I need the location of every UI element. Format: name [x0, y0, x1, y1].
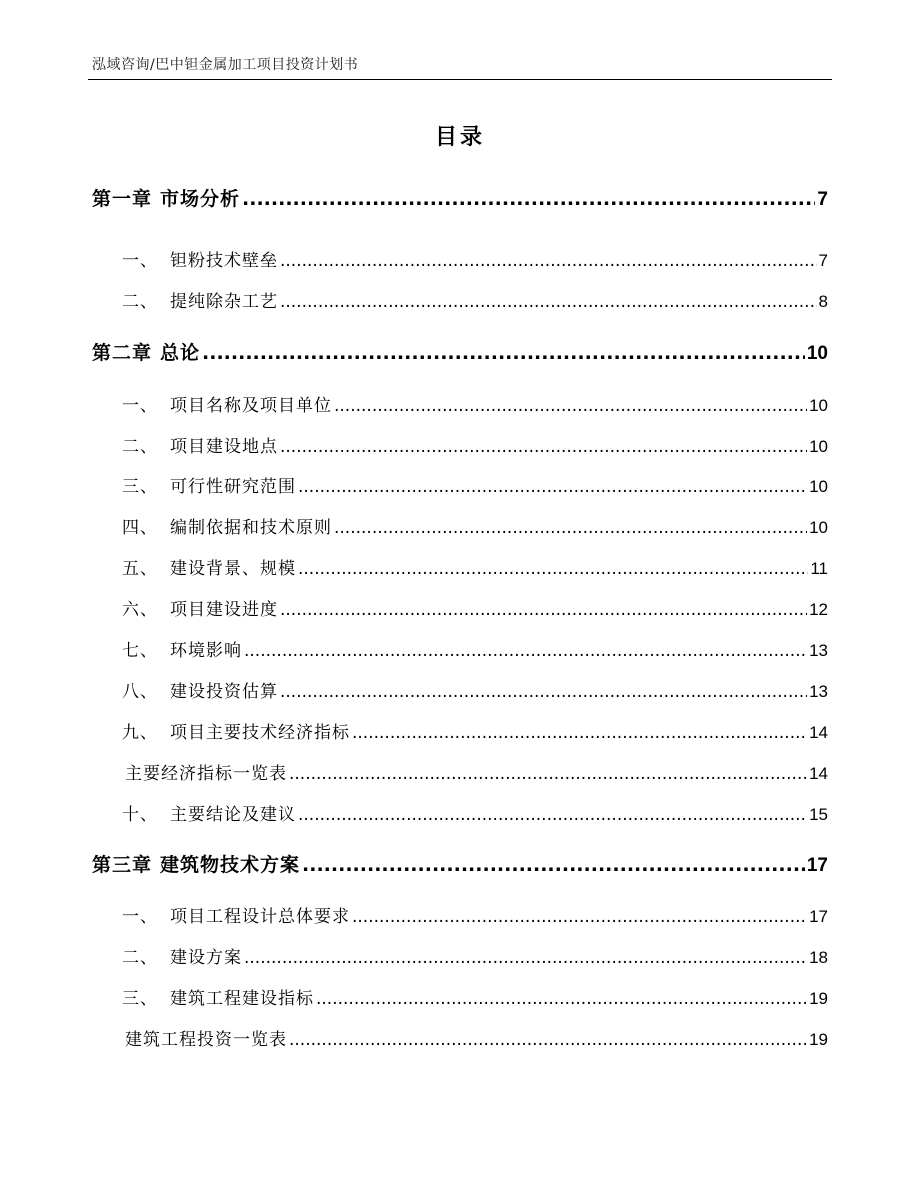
toc-entry-number: 五、	[122, 559, 158, 579]
toc-entry-label: 建设背景、规模	[170, 559, 296, 579]
toc-entry-number: 一、	[122, 251, 158, 271]
toc-dot-leader	[242, 188, 815, 210]
toc-entry-page-number: 8	[818, 292, 828, 311]
running-header: 泓域咨询/巴中钽金属加工项目投资计划书	[92, 57, 359, 73]
toc-entry-label: 钽粉技术壁垒	[170, 251, 278, 271]
toc-entry-page-number: 17	[806, 855, 828, 876]
toc-entry-label: 可行性研究范围	[170, 477, 296, 497]
toc-entry-label: 项目建设地点	[170, 437, 278, 457]
toc-entry-label: 总论	[160, 342, 201, 364]
toc-dot-leader	[316, 989, 807, 1009]
toc-dot-leader	[289, 764, 807, 784]
toc-entry-page-number: 18	[809, 948, 828, 967]
toc-entry-number: 九、	[122, 723, 158, 743]
toc-dot-leader	[302, 854, 805, 876]
toc-entry-label: 建筑工程建设指标	[170, 989, 314, 1009]
toc-entry-page-number: 17	[809, 907, 828, 926]
toc-dot-leader	[298, 805, 807, 825]
toc-entry-page-number: 10	[809, 437, 828, 456]
toc-section-entry[interactable]	[122, 902, 828, 927]
toc-entry-number: 二、	[122, 437, 158, 457]
toc-entry-page-number: 14	[809, 723, 828, 742]
toc-dot-leader	[244, 948, 807, 968]
toc-entry-page-number: 11	[810, 559, 828, 578]
toc-entry-number: 六、	[122, 600, 158, 620]
toc-dot-leader	[352, 723, 807, 743]
toc-entry-number: 第一章	[92, 188, 153, 210]
toc-entry-number: 第三章	[92, 854, 153, 876]
toc-entry-page-number: 10	[806, 343, 828, 364]
toc-section-entry[interactable]	[122, 800, 828, 825]
toc-dot-leader	[352, 907, 807, 927]
toc-section-entry[interactable]	[122, 287, 828, 312]
toc-entry-page-number: 10	[809, 518, 828, 537]
toc-entry-label: 建筑工程投资一览表	[125, 1030, 287, 1050]
toc-entry-label: 提纯除杂工艺	[170, 292, 278, 312]
toc-section-entry[interactable]	[122, 943, 828, 968]
toc-entry-page-number: 14	[809, 764, 828, 783]
toc-section-entry[interactable]	[122, 246, 828, 271]
toc-section-entry[interactable]	[125, 759, 828, 784]
toc-dot-leader	[298, 477, 807, 497]
toc-entry-number: 一、	[122, 396, 158, 416]
toc-entry-label: 主要结论及建议	[170, 805, 296, 825]
toc-entry-number: 第二章	[92, 342, 153, 364]
toc-entry-number: 十、	[122, 805, 158, 825]
toc-section-entry[interactable]	[122, 432, 828, 457]
toc-chapter-entry[interactable]	[92, 184, 828, 211]
toc-entry-label: 主要经济指标一览表	[125, 764, 287, 784]
toc-chapter-entry[interactable]	[92, 338, 828, 365]
toc-entry-page-number: 12	[809, 600, 828, 619]
toc-entry-label: 建筑物技术方案	[160, 854, 301, 876]
toc-entry-label: 建设方案	[170, 948, 242, 968]
toc-entry-number: 七、	[122, 641, 158, 661]
toc-entry-page-number: 7	[818, 251, 828, 270]
toc-dot-leader	[244, 641, 807, 661]
toc-section-entry[interactable]	[122, 472, 828, 497]
table-of-contents	[92, 0, 828, 1191]
toc-entry-page-number: 15	[809, 805, 828, 824]
toc-entry-page-number: 13	[809, 682, 828, 701]
toc-dot-leader	[280, 437, 807, 457]
toc-entry-label: 环境影响	[170, 641, 242, 661]
toc-entry-number: 八、	[122, 682, 158, 702]
toc-section-entry[interactable]	[125, 1025, 828, 1050]
toc-dot-leader	[280, 600, 807, 620]
toc-section-entry[interactable]	[122, 554, 828, 579]
toc-dot-leader	[298, 559, 808, 579]
toc-entry-label: 项目建设进度	[170, 600, 278, 620]
toc-dot-leader	[280, 251, 817, 271]
toc-dot-leader	[280, 682, 807, 702]
toc-entry-label: 市场分析	[160, 188, 241, 210]
toc-title: 目录	[434, 125, 485, 150]
toc-section-entry[interactable]	[122, 391, 828, 416]
toc-entry-page-number: 19	[809, 989, 828, 1008]
toc-entry-page-number: 19	[809, 1030, 828, 1049]
toc-entry-page-number: 10	[809, 477, 828, 496]
toc-entry-number: 三、	[122, 989, 158, 1009]
toc-chapter-entry[interactable]	[92, 850, 828, 877]
toc-dot-leader	[289, 1030, 807, 1050]
toc-dot-leader	[202, 342, 805, 364]
toc-dot-leader	[334, 396, 807, 416]
toc-entry-number: 四、	[122, 518, 158, 538]
toc-section-entry[interactable]	[122, 718, 828, 743]
toc-entry-page-number: 7	[817, 189, 828, 210]
toc-entry-label: 项目工程设计总体要求	[170, 907, 350, 927]
toc-section-entry[interactable]	[122, 636, 828, 661]
toc-entry-number: 二、	[122, 292, 158, 312]
toc-entry-page-number: 10	[809, 396, 828, 415]
toc-entry-label: 编制依据和技术原则	[170, 518, 332, 538]
toc-entry-label: 项目名称及项目单位	[170, 396, 332, 416]
toc-entry-number: 二、	[122, 948, 158, 968]
toc-section-entry[interactable]	[122, 984, 828, 1009]
toc-dot-leader	[334, 518, 807, 538]
toc-section-entry[interactable]	[122, 677, 828, 702]
toc-entry-page-number: 13	[809, 641, 828, 660]
toc-section-entry[interactable]	[122, 595, 828, 620]
toc-entry-number: 一、	[122, 907, 158, 927]
toc-section-entry[interactable]	[122, 513, 828, 538]
toc-entry-number: 三、	[122, 477, 158, 497]
toc-entry-label: 建设投资估算	[170, 682, 278, 702]
toc-entry-label: 项目主要技术经济指标	[170, 723, 350, 743]
toc-dot-leader	[280, 292, 817, 312]
